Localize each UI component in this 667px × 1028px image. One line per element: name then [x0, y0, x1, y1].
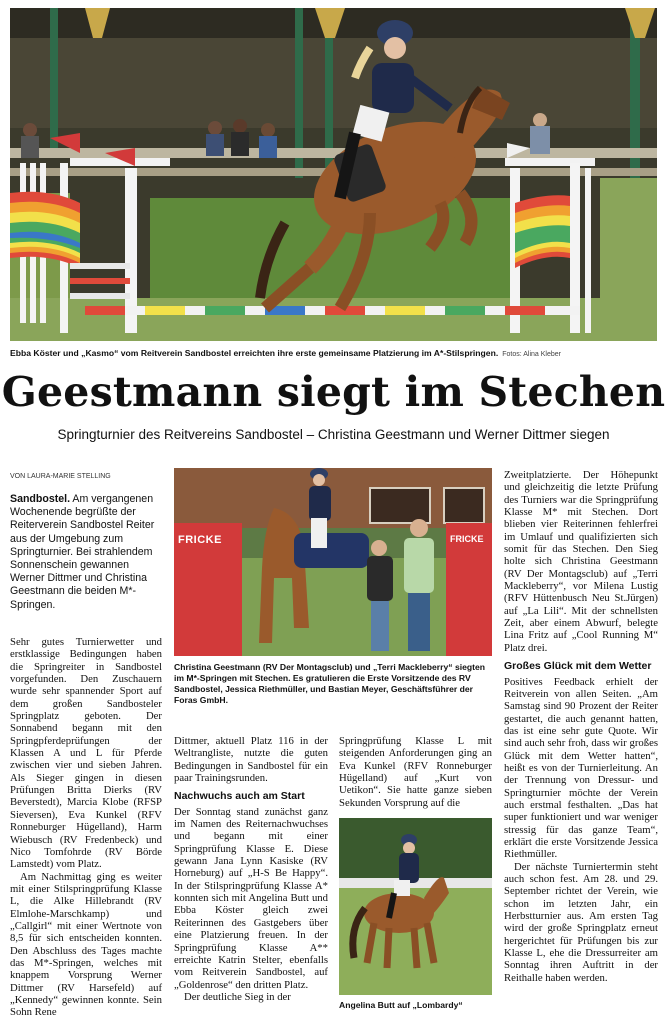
column-1: [10, 636, 162, 1019]
top-photo-caption-text: Ebba Köster und „Kasmo“ vom Reitverein Sandbostel erreichten ihre erste gemeinsame Platzierung im A*-Stilspringen.: [10, 348, 499, 358]
col4-paragraph-1: Zweitplatzierte. Der Höhepunkt und gleichzeitig die letzte Prüfung des Turniers war die Springprüfung Klasse M* mit Stechen. Dort blieben vier Reiterinnen fehlerfrei im Umlauf und qualifizierten sich somit für das Stechen. Den Sieg holte sich Christina Geestmann (RV Der Montagsclub) auf „Terri Mackleberry“, vor Milena Lustig (RFV Hüttenbusch Neu St.Jürgen) auf „La Lili“. Mit der schnellsten Zeit, aber einem Abwurf, belegte Lina Fritz auf „Cool Running M“ Platz drei.: [504, 469, 658, 654]
inset-photo-winner: [174, 468, 492, 656]
col3-paragraph-1: Springprüfung Klasse L mit steigenden Anforderungen ging an Eva Kunkel (RFV Ronneburger Hügelland) auf „Kurt von Uetikon“. Sie hatte ganze sieben Sekunden Vorsprung auf die: [339, 735, 492, 809]
lead-paragraph: [10, 493, 160, 612]
headline: Geestmann siegt im Stechen: [1, 368, 666, 416]
inset-photo-winner-caption: Christina Geestmann (RV Der Montagsclub) und „Terri Mackleberry“ siegten im M*-Springen mit Stechen. Es gratulieren die Erste Vorsitzende des RV Sandbostel, Jessica Riethmüller, und Bastian Meyer, Geschäftsführer der Foras GmbH.: [174, 662, 486, 705]
column-4: [504, 469, 658, 984]
banner-left: FRICKE: [178, 534, 222, 546]
inset-photo-angelina: [339, 818, 492, 995]
subheading-wetter: Großes Glück mit dem Wetter: [504, 660, 652, 673]
inset-photo-angelina-caption: Angelina Butt auf „Lombardy“: [339, 1000, 463, 1010]
col1-paragraph-1: Sehr gutes Turnierwetter und erstklassige Bedingungen haben die Springreiter in Sandbostel vorgefunden. Den Zuschauern wurde sehr spannender Sport auf dem großen Sandbosteler Springplatz geboten. Der Sonnabend begann mit den Springpferdeprüfungen der Klassen A und L für Pferde zwischen vier und sieben Jahren. Als Sieger gingen in diesen Prüfungen Britta Dierks (RV Beverstedt), Marcia Klobe (RFSP Sieversen), Eva Kunkel (RFV Ronneburger Hügelland), Harm Wiebusch (RV Fredenbeck) und Nico Tomfohrde (RV Börde Lamstedt) vom Platz.: [10, 636, 162, 871]
top-photo: [10, 8, 657, 341]
banner-right: FRICKE: [450, 534, 484, 544]
subheadline: Springturnier des Reitvereins Sandbostel – Christina Geestmann und Werner Dittmer siegen: [57, 427, 610, 442]
photo-credit: Fotos: Alina Kleber: [502, 351, 561, 358]
col4-paragraph-3: Der nächste Turniertermin steht auch schon fest. Am 28. und 29. September richtet der Verein, wie schon im letzten Jahr, ein Herbstturnier aus. Am ersten Tag wird der große Springplatz erneut hergerichtet für Prüfungen bis zur Klasse L, ehe die Dressurreiter am Sonntag ihren Auftritt in der Reithalle haben werden.: [504, 860, 658, 984]
byline: VON LAURA-MARIE STELLING: [10, 473, 111, 480]
col1-paragraph-2: Am Nachmittag ging es weiter mit einer Stilspringprüfung Klasse L, die Alke Hillebrandt (RV Elmlohe-Marschkamp) und „Callgirl“ mit einer Wertnote von 8,5 für sich entscheiden konnten. Den Abschluss des Tages machte das M*-Springen, welches mit knappem Vorsprung Werner Dittmer (RV Harsefeld) auf „Kennedy“ gewinnen konnte. Sein Sohn Rene: [10, 870, 162, 1019]
col2-paragraph-3: Der deutliche Sieg in der: [184, 990, 291, 1003]
col2-paragraph-2: Der Sonntag stand zunächst ganz im Namen des Reiternachwuchses und begann mit einer Springprüfung Klasse E. Diese gewann Jana Lynn Kasiske (RV Horneburg) auf „H-S Be Happy“. In der Stilspringprüfung Klasse A* konnten sich mit Angelina Butt und Ebba Köster gleich zwei Reiterinnen des Gastgebers über eine Platzierung freuen. In der Springprüfung Klasse A** erreichte Katrin Stelter, ebenfalls vom Reitverein Sandbostel, auf „Goldenrose“ den dritten Platz.: [174, 805, 328, 991]
col2-paragraph-1: Dittmer, aktuell Platz 116 in der Weltrangliste, nutzte die guten Bedingungen in Sandbostel für ein paar Trainingsrunden.: [174, 735, 328, 785]
dateline: Sandbostel.: [10, 493, 71, 505]
col4-paragraph-2: Positives Feedback erhielt der Reitverein von allen Seiten. „Am Samstag sind 90 Prozent der Reiter gestartet, die auch genannt hatten, das ist eine sehr gute Quote. Wir sind auch sehr froh, dass wir großes Glück mit dem Wetter hatten“, heißt es von der Turnierleitung. An der Trennung von Dressur- und Springturnier möchte der Verein auch erstmal festhalten. „Das hat super funktioniert und war weniger stressig für das ganze Team“, erklärt die erste Vorsitzende Jessica Riethmüller.: [504, 675, 658, 861]
top-photo-caption: [10, 348, 660, 360]
lead-text: Am vergangenen Wochenende begrüßte der Reiterverein Sandbostel Reiter aus der Umgebung zum Springturnier. Bei strahlendem Sonnenschein gewannen Werner Dittmer und Christina Geestmann die beiden M*-Springen.: [10, 493, 155, 611]
subheading-nachwuchs: Nachwuchs auch am Start: [174, 790, 305, 803]
column-2: [174, 735, 328, 1003]
column-3: [339, 735, 492, 809]
